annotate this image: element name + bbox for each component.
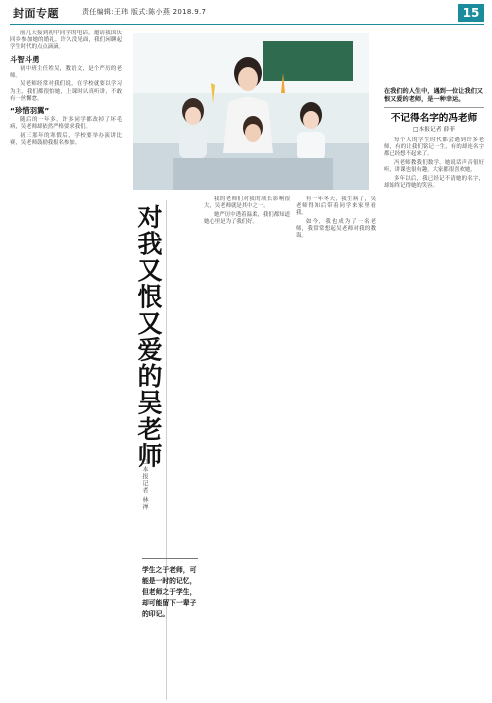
paragraph: 如今，我也成为了一名老师，我常常想起吴老师对我的教诲。 xyxy=(296,219,376,240)
header-meta: 责任编辑:王玮 版式:陈小燕 2018.9.7 xyxy=(82,8,207,16)
intro-text: 在我们的人生中，遇到一位让我们又恨又爱的老师，是一种幸运。 xyxy=(384,88,483,103)
column-divider xyxy=(166,200,167,700)
byline: □本报记者 薛菲 xyxy=(412,127,456,133)
section-heading: “珍惜羽翼” xyxy=(10,106,50,116)
middle-column xyxy=(296,196,376,696)
paragraph: 多年以后，我已经记不清她的名字，却始终记得她的笑容。 xyxy=(384,175,484,189)
article-title: 对我又恨又爱的吴老师 xyxy=(134,204,163,469)
paragraph: 冯老师教我们数学，她说话声音很好听，讲课也很有趣，大家都很喜欢她。 xyxy=(384,160,484,174)
pull-quote: 学生之于老师，可能是一时的记忆，但老师之于学生，却可能留下一辈子的印记。 xyxy=(142,566,197,618)
paragraph: 我的老师们对我的成长影响很大，吴老师就是其中之一。 xyxy=(204,196,290,210)
page-header xyxy=(0,0,492,24)
paragraph: 吴老师经常对我们说，在学校就要以学习为主，我们都很怕她，上课时认真听讲，不敢有一丝懈怠。 xyxy=(10,81,122,102)
section-title: 封面专题 xyxy=(13,7,59,20)
divider xyxy=(384,107,484,108)
page-number-badge: 15 xyxy=(458,4,484,22)
header-rule xyxy=(10,24,484,25)
paragraph: 她严厉中透着温柔，我们都知道她心里是为了我们好。 xyxy=(204,211,290,225)
left-column xyxy=(10,30,122,698)
divider xyxy=(142,558,198,559)
paragraph: 前几天接到初中同学的电话，邀请我国庆回乡参加她的婚礼。许久没见面，我们闲聊起学生时代的点点滴滴。 xyxy=(10,30,122,51)
paragraph: 每个人的学生时代都会遇到许多老师，有的让我们铭记一生，有的却连名字都已经想不起来了。 xyxy=(384,137,484,158)
paragraph: 随后的一年多，许多同学都改掉了坏毛病，吴老师却依然严格要求我们。 xyxy=(10,117,122,131)
right-column xyxy=(384,137,484,697)
paragraph: 初中班主任姓吴，教语文，是个严厉的老师。 xyxy=(10,65,122,79)
paragraph: 有一年冬天，我生病了，吴老师得知后带着同学来家里看我。 xyxy=(296,196,376,217)
section-heading: 斗智斗勇 xyxy=(10,54,40,64)
classroom-photo xyxy=(133,33,369,190)
middle-column xyxy=(204,196,290,696)
article-subtitle: 不记得名字的冯老师 xyxy=(390,113,478,124)
byline: □本报记者 林禅 xyxy=(141,458,148,511)
paragraph: 初三那年的寒假后，学校要举办演讲比赛，吴老师鼓励我报名参加。 xyxy=(10,132,122,147)
